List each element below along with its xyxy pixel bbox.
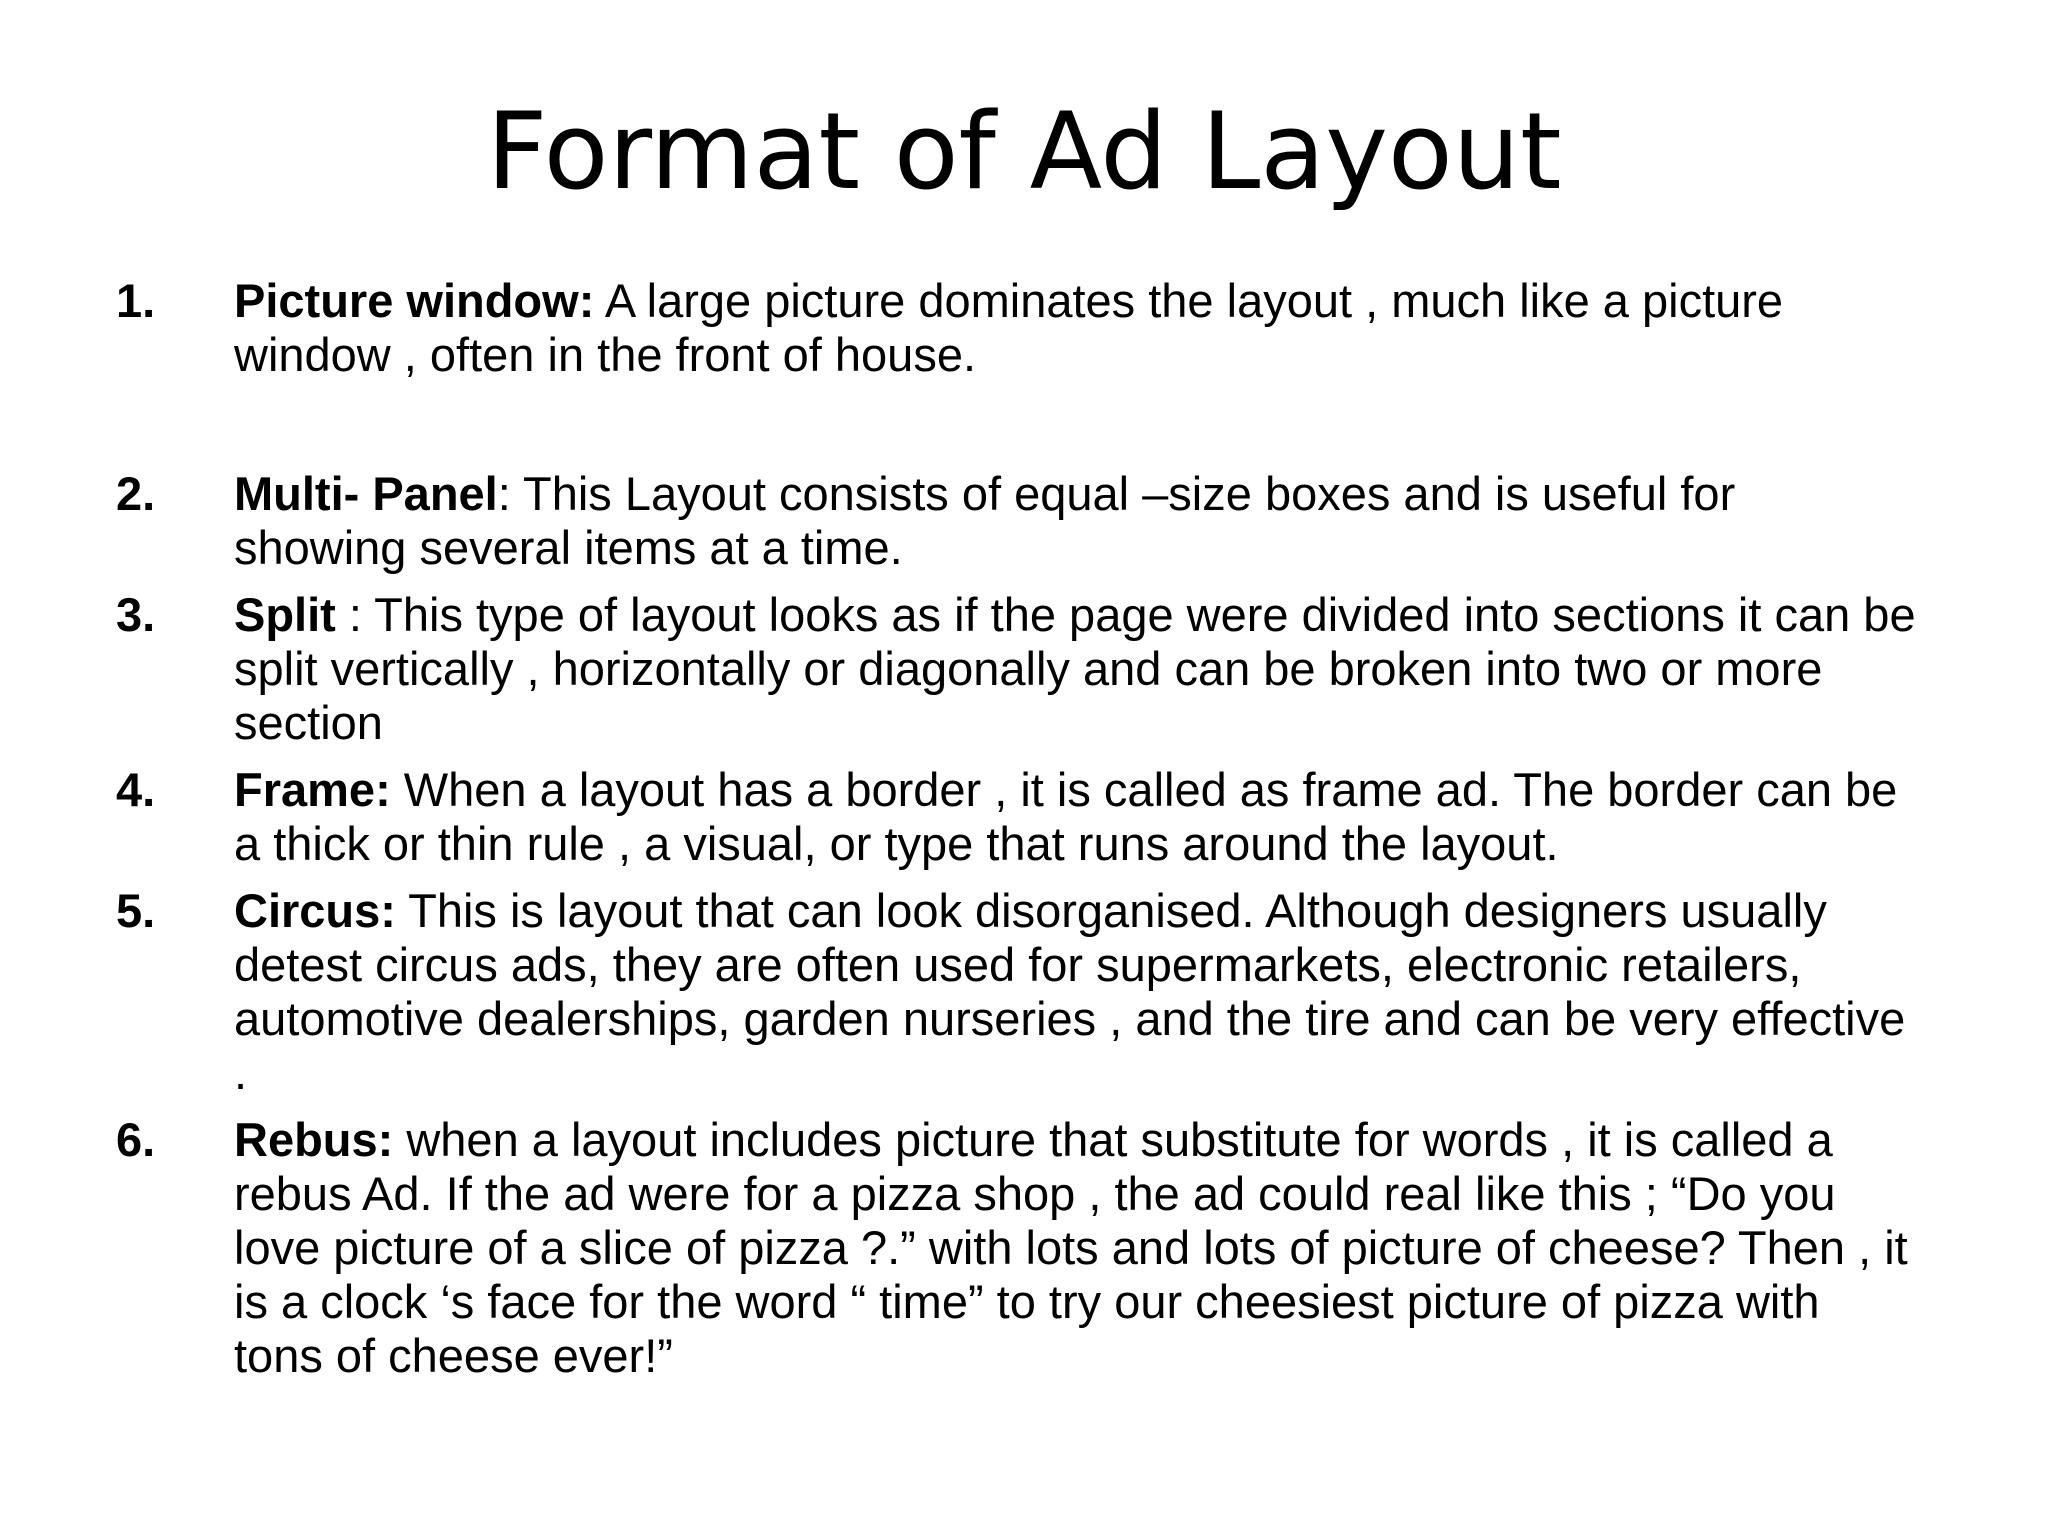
layout-format-list — [116, 274, 1916, 1383]
slide-title: Format of Ad Layout — [486, 90, 1562, 213]
list-item-rebus — [116, 1113, 1916, 1383]
item-description: : This type of layout looks as if the page were divided into sections it can be split vertically , horizontally or diagonally and can be broken into two or more section — [234, 588, 1916, 749]
list-item-circus — [116, 884, 1916, 1100]
item-term: Circus: — [234, 884, 396, 937]
item-term: Multi- Panel — [234, 467, 498, 520]
list-item-multi-panel — [116, 467, 1916, 575]
item-description: When a layout has a border , it is called as frame ad. The border can be a thick or thin rule , a visual, or type that runs around the layout. — [234, 763, 1898, 870]
list-item-picture-window — [116, 274, 1916, 382]
item-number: 2. — [116, 467, 156, 520]
item-description: when a layout includes picture that substitute for words , it is called a rebus Ad. If the ad were for a pizza shop , the ad could real like this ; “Do you love picture of a slice of pizza ?.” with lots and lots of picture of cheese? Then , it is a clock ‘s face for the word “ time” to try our cheesiest picture of pizza with tons of cheese ever!” — [234, 1113, 1908, 1382]
item-number: 4. — [116, 763, 156, 816]
item-description: This is layout that can look disorganised. Although designers usually detest circus ads, they are often used for supermarkets, electronic retailers, automotive dealerships, garden nurseries , and the tire and can be very effective . — [234, 884, 1906, 1099]
item-description: A large picture dominates the layout , much like a picture window , often in the front of house. — [234, 274, 1784, 381]
item-term: Frame: — [234, 763, 391, 816]
item-term: Picture window: — [234, 274, 595, 327]
item-term: Rebus: — [234, 1113, 394, 1166]
list-item-split — [116, 588, 1916, 750]
item-number: 5. — [116, 884, 156, 937]
item-term: Split — [234, 588, 336, 641]
item-number: 1. — [116, 274, 156, 327]
item-description: : This Layout consists of equal –size boxes and is useful for showing several items at a time. — [234, 467, 1736, 574]
list-item-frame — [116, 763, 1916, 871]
item-number: 3. — [116, 588, 156, 641]
item-number: 6. — [116, 1113, 156, 1166]
